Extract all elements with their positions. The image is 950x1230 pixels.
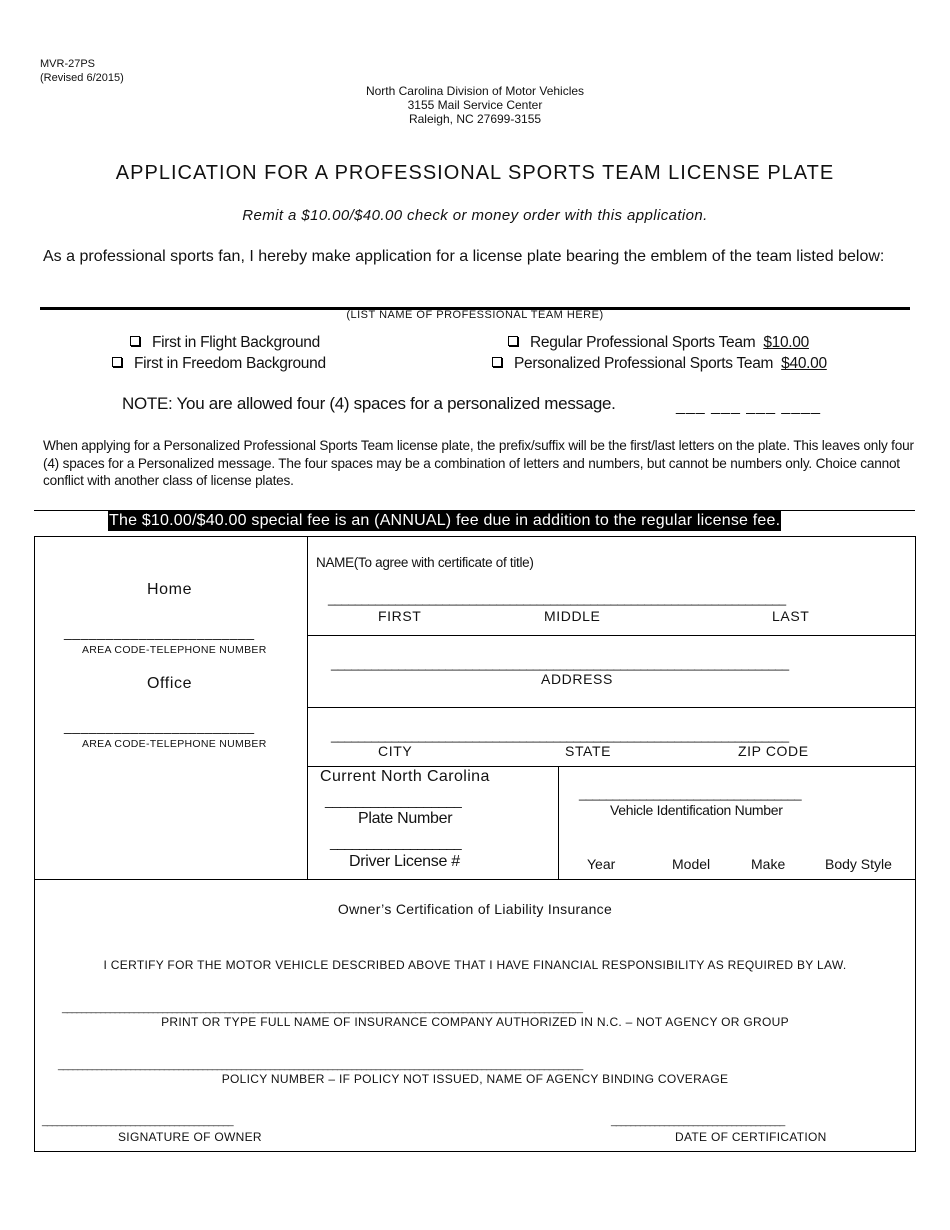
body-style-label: Body Style	[825, 856, 892, 872]
name-last-label: LAST	[772, 608, 810, 624]
option-first-in-freedom[interactable]	[112, 355, 326, 373]
driver-license-field[interactable]: __________________	[330, 834, 462, 850]
year-label: Year	[587, 856, 616, 872]
option-regular-team[interactable]	[508, 334, 809, 352]
date-caption: DATE OF CERTIFICATION	[675, 1130, 827, 1144]
agency-address-line2: Raleigh, NC 27699-3155	[408, 112, 542, 126]
checkbox-regular-team[interactable]	[508, 336, 518, 346]
driver-license-label: Driver License #	[349, 853, 460, 870]
option-first-in-flight[interactable]	[130, 334, 320, 352]
name-first-label: FIRST	[378, 608, 422, 624]
name-label: NAME(To agree with certificate of title)	[316, 555, 534, 570]
revision-date: (Revised 6/2015)	[40, 72, 124, 84]
grid-divider-address	[307, 707, 916, 708]
policy-number-field[interactable]: _____________________________________________________________________________________________________________	[58, 1059, 583, 1071]
checkbox-first-in-freedom[interactable]	[112, 357, 122, 367]
form-number: MVR-27PS	[40, 58, 96, 70]
insurance-company-field[interactable]: _____________________________________________________________________________________________________________	[62, 1002, 582, 1014]
home-phone-label: Home	[147, 581, 193, 598]
insurance-statement: I CERTIFY FOR THE MOTOR VEHICLE DESCRIBED ABOVE THAT I HAVE FINANCIAL RESPONSIBILITY AS REQUIRED BY LAW.	[103, 958, 847, 972]
signature-caption: SIGNATURE OF OWNER	[118, 1130, 262, 1144]
personalized-message-field[interactable]: ___ ___ ___ ____	[676, 398, 822, 415]
option-first-in-flight-label: First in Flight Background	[152, 334, 320, 351]
plate-number-field[interactable]: __________________	[325, 792, 462, 808]
team-name-caption: (LIST NAME OF PROFESSIONAL TEAM HERE)	[346, 309, 604, 321]
office-phone-field[interactable]: _______________________	[64, 718, 255, 734]
option-personalized-team[interactable]	[492, 355, 827, 373]
regular-fee: $10.00	[763, 334, 809, 351]
policy-number-caption: POLICY NUMBER – IF POLICY NOT ISSUED, NAME OF AGENCY BINDING COVERAGE	[221, 1072, 729, 1086]
option-first-in-freedom-label: First in Freedom Background	[134, 355, 326, 372]
option-personalized-label: Personalized Professional Sports Team	[514, 355, 774, 372]
grid-divider-name	[307, 635, 916, 636]
zip-label: ZIP CODE	[738, 743, 809, 759]
page-title: APPLICATION FOR A PROFESSIONAL SPORTS TEAM LICENSE PLATE	[115, 162, 835, 184]
insurance-company-caption: PRINT OR TYPE FULL NAME OF INSURANCE COMPANY AUTHORIZED IN N.C. – NOT AGENCY OR GROUP	[161, 1015, 789, 1029]
vin-label: Vehicle Identification Number	[610, 802, 783, 818]
current-nc-label: Current North Carolina	[320, 768, 490, 785]
intro-text: As a professional sports fan, I hereby make application for a license plate bearing the emblem of the team listed below:	[43, 248, 885, 265]
option-regular-label: Regular Professional Sports Team	[530, 334, 756, 351]
checkbox-first-in-flight[interactable]	[130, 336, 140, 346]
personalized-rules-paragraph: When applying for a Personalized Professional Sports Team license plate, the prefix/suffix will be the first/last letters on the plate. This leaves only four (4) spaces for a Personalized message. The four spaces may be a combination of letters and numbers, but cannot be numbers only. Choice cannot conflict with another class of license plates.	[43, 438, 914, 488]
address-field[interactable]: ____________________________________________________________________	[331, 656, 789, 671]
personalized-note: NOTE: You are allowed four (4) spaces for a personalized message.	[122, 394, 616, 413]
checkbox-personalized-team[interactable]	[492, 357, 502, 367]
signature-field[interactable]: _______________________________________	[42, 1115, 233, 1127]
grid-divider-vertical	[307, 536, 308, 880]
office-phone-caption: AREA CODE-TELEPHONE NUMBER	[82, 738, 267, 750]
agency-name: North Carolina Division of Motor Vehicles	[365, 84, 585, 98]
date-field[interactable]: ____________________________________	[611, 1115, 785, 1127]
state-label: STATE	[565, 743, 612, 759]
home-phone-caption: AREA CODE-TELEPHONE NUMBER	[82, 644, 267, 656]
insurance-title: Owner’s Certification of Liability Insurance	[337, 901, 613, 917]
grid-divider-city	[307, 766, 916, 767]
address-label: ADDRESS	[541, 671, 613, 687]
personalized-fee: $40.00	[781, 355, 827, 372]
name-field[interactable]: ____________________________________________________________________	[328, 591, 786, 606]
name-middle-label: MIDDLE	[544, 608, 601, 624]
city-label: CITY	[378, 743, 413, 759]
remit-instructions: Remit a $10.00/$40.00 check or money order with this application.	[242, 207, 708, 224]
plate-number-label: Plate Number	[358, 810, 453, 827]
annual-fee-banner: The $10.00/$40.00 special fee is an (ANNUAL) fee due in addition to the regular license fee.	[109, 512, 781, 529]
grid-divider-plate	[558, 766, 559, 880]
office-phone-label: Office	[147, 675, 193, 692]
home-phone-field[interactable]: _______________________	[64, 624, 255, 640]
vin-field[interactable]: _________________________________	[579, 786, 802, 801]
agency-address-line1: 3155 Mail Service Center	[407, 98, 543, 112]
model-label: Model	[672, 856, 711, 872]
make-label: Make	[751, 856, 786, 872]
form-id-block	[40, 57, 124, 85]
city-state-zip-field[interactable]: ____________________________________________________________________	[331, 728, 789, 743]
